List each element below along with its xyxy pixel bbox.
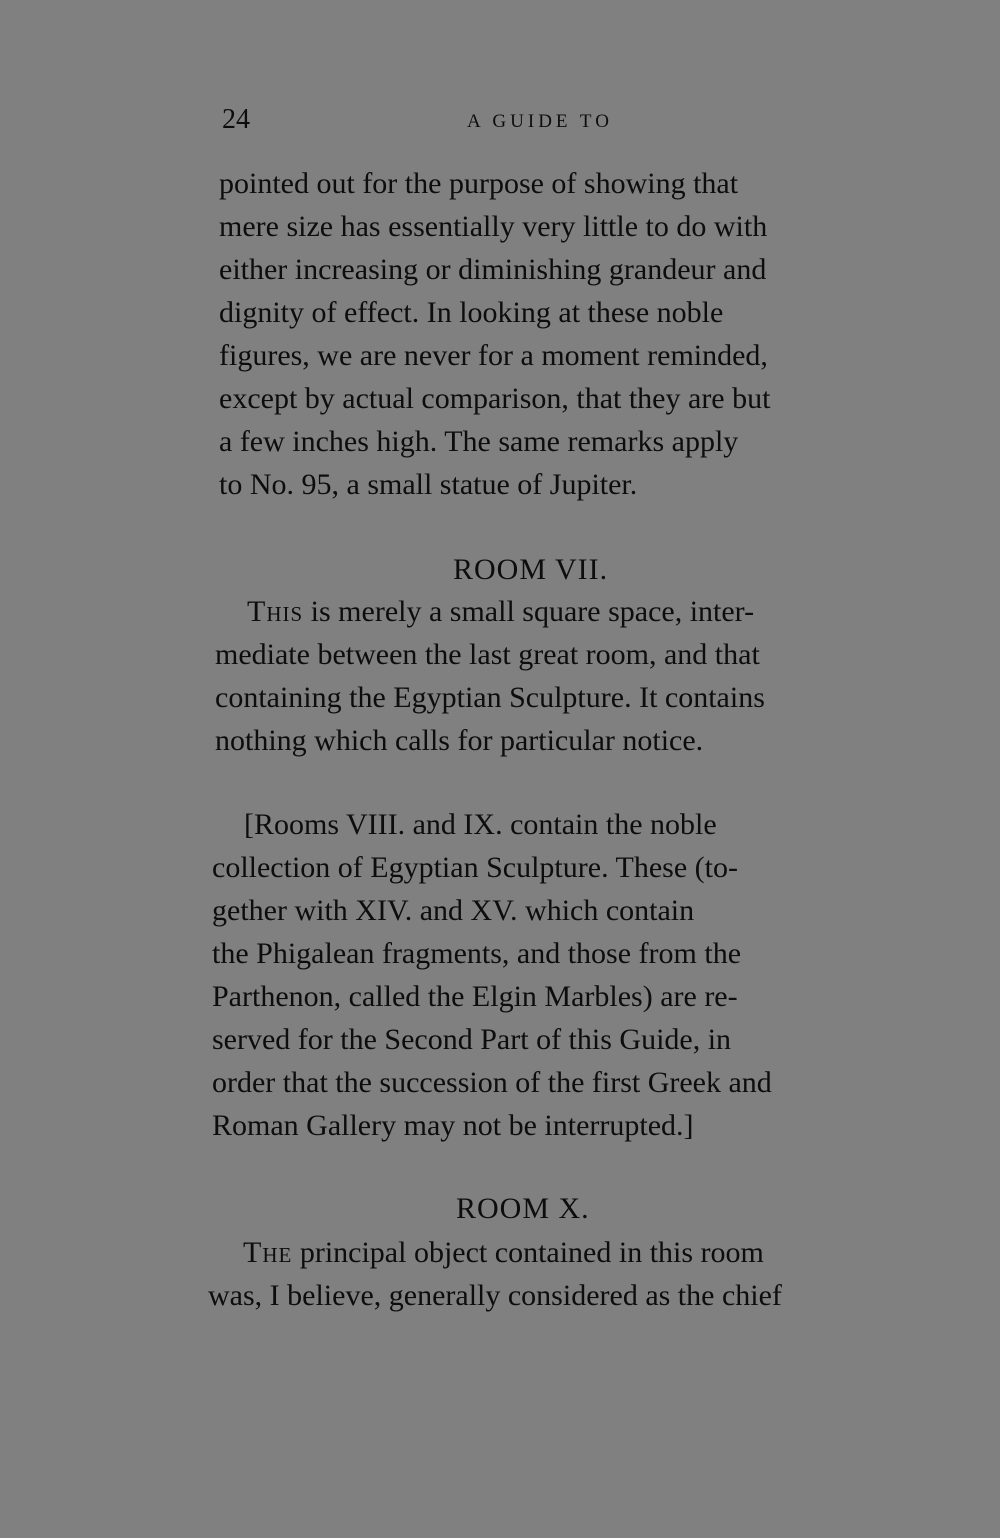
text-line: served for the Second Part of this Guide, in	[212, 1023, 732, 1056]
text-line: to No. 95, a small statue of Jupiter.	[219, 468, 638, 501]
text-line: collection of Egyptian Sculpture. These (to-	[212, 851, 738, 884]
text-line: mediate between the last great room, and that	[215, 638, 760, 671]
section-heading-room-7: ROOM VII.	[453, 553, 609, 586]
text-line: mere size has essentially very little to do with	[219, 210, 768, 243]
drop-word: This	[247, 595, 304, 628]
text-line: either increasing or diminishing grandeur and	[219, 253, 767, 286]
text-line: order that the succession of the first Greek and	[212, 1066, 772, 1099]
text-line: [Rooms VIII. and IX. contain the noble	[244, 808, 717, 841]
text-line: gether with XIV. and XV. which contain	[212, 894, 695, 927]
text-line: Parthenon, called the Elgin Marbles) are re-	[212, 980, 738, 1013]
text-line: dignity of effect. In looking at these noble	[219, 296, 724, 329]
text-line: Roman Gallery may not be interrupted.]	[212, 1109, 694, 1142]
text-line	[247, 592, 754, 632]
page-number: 24	[222, 104, 250, 135]
text-segment: principal object contained in this room	[292, 1236, 764, 1269]
text-line: the Phigalean fragments, and those from the	[212, 937, 742, 970]
text-line: was, I believe, generally considered as the chief	[208, 1279, 782, 1312]
text-line: except by actual comparison, that they are but	[219, 382, 771, 415]
text-line: a few inches high. The same remarks apply	[219, 425, 739, 458]
text-line: figures, we are never for a moment reminded,	[219, 339, 768, 372]
running-head: A GUIDE TO	[467, 111, 613, 132]
text-segment: is merely a small square space, inter-	[303, 595, 755, 628]
text-line	[243, 1233, 764, 1273]
text-line: containing the Egyptian Sculpture. It contains	[215, 681, 765, 714]
section-heading-room-10: ROOM X.	[456, 1192, 590, 1225]
page-header	[222, 100, 872, 140]
drop-word: The	[243, 1236, 293, 1269]
text-line: pointed out for the purpose of showing that	[219, 167, 739, 200]
text-line: nothing which calls for particular notice.	[215, 724, 704, 757]
